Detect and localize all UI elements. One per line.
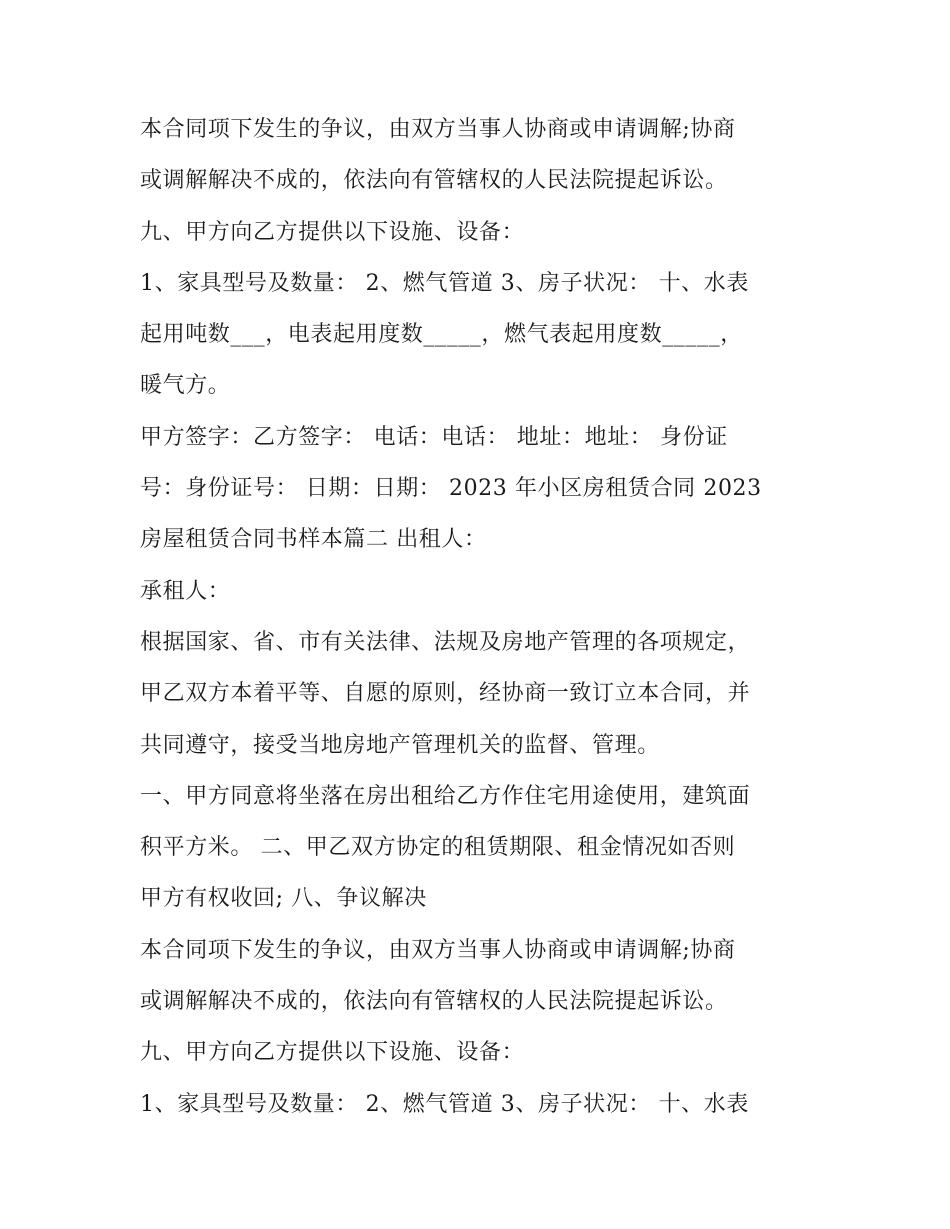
text-line: 号：身份证号： 日期：日期： 2023 年小区房租赁合同 2023 xyxy=(140,476,762,502)
text-line: 或调解解决不成的，依法向有管辖权的人民法院提起诉讼。 xyxy=(140,168,728,194)
text-line: 甲方签字：乙方签字： 电话：电话： 地址：地址： 身份证 xyxy=(140,424,728,450)
text-line: 本合同项下发生的争议，由双方当事人协商或申请调解;协商 xyxy=(140,937,736,963)
text-line: 承租人： xyxy=(140,578,231,604)
text-line: 一、甲方同意将坐落在房出租给乙方作住宅用途使用，建筑面 xyxy=(140,783,751,809)
text-line: 九、甲方向乙方提供以下设施、设备： xyxy=(140,219,525,245)
text-line: 或调解解决不成的，依法向有管辖权的人民法院提起诉讼。 xyxy=(140,989,728,1015)
text-line: 1、家具型号及数量： 2、燃气管道 3、房子状况： 十、水表 xyxy=(140,270,749,296)
text-line: 根据国家、省、市有关法律、法规及房地产管理的各项规定， xyxy=(140,629,751,655)
text-line: 甲方有权收回; 八、争议解决 xyxy=(140,886,427,912)
text-line: 房屋租赁合同书样本篇二 出租人： xyxy=(140,527,487,553)
text-line: 九、甲方向乙方提供以下设施、设备： xyxy=(140,1040,525,1066)
text-line: 起用吨数___，电表起用度数_____，燃气表起用度数_____， xyxy=(140,322,743,348)
text-line: 暖气方。 xyxy=(140,373,231,399)
document-body xyxy=(140,104,820,1130)
text-line: 积平方米。 二、甲乙双方协定的租赁期限、租金情况如否则 xyxy=(140,835,736,861)
text-line: 1、家具型号及数量： 2、燃气管道 3、房子状况： 十、水表 xyxy=(140,1091,749,1117)
text-line: 本合同项下发生的争议，由双方当事人协商或申请调解;协商 xyxy=(140,117,736,142)
text-line: 共同遵守，接受当地房地产管理机关的监督、管理。 xyxy=(140,732,660,758)
text-line: 甲乙双方本着平等、自愿的原则，经协商一致订立本合同，并 xyxy=(140,681,751,707)
